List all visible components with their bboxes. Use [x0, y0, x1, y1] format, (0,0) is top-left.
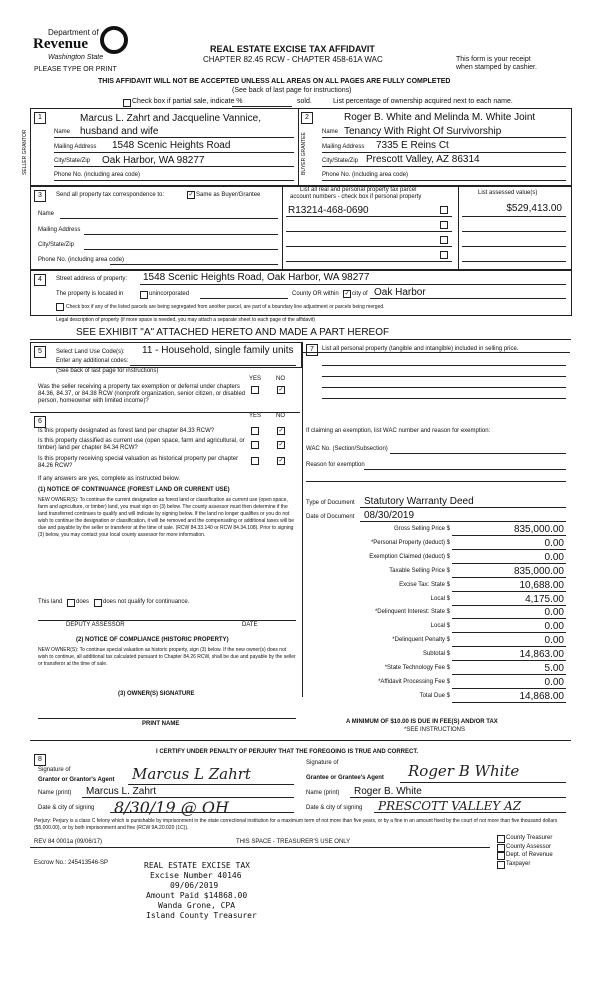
owner-signature-label: (3) OWNER(S) SIGNATURE — [118, 691, 195, 697]
buyer-name-line1[interactable]: Roger B. White and Melinda M. White Joint — [344, 112, 536, 123]
tax-row-label: Local $ — [430, 623, 450, 630]
buyer-city-state-zip[interactable]: Prescott Valley, AZ 86314 — [366, 154, 480, 165]
notice-compliance-body: NEW OWNER(S): To continue special valuation as historic property, sign (3) below. If the new owner(s) does not wish to continue, all additional tax calculated pursuant to Chapter 84.26 RCW, shall be due and payable by the seller or transferor at the time of sale. — [38, 647, 296, 667]
tax-row-value[interactable]: 0.00 — [544, 607, 564, 619]
street-address-label: Street address of property: — [56, 276, 128, 282]
revenue-logo-icon — [100, 26, 128, 54]
tax-row-label: *Affidavit Processing Fee $ — [378, 678, 450, 685]
receipt-note-1: This form is your receipt — [456, 56, 531, 63]
dept-line3: Washington State — [48, 54, 104, 61]
section-3-number: 3 — [34, 190, 46, 202]
sold-label: sold. — [297, 98, 312, 105]
buyer-mailing-label: Mailing Address — [322, 144, 365, 150]
personal-property-checkbox-2[interactable] — [440, 221, 448, 229]
see-back: (See back of last page for instructions) — [232, 87, 352, 94]
tax-row-label: *Personal Property (deduct) $ — [370, 539, 450, 546]
grantor-signature[interactable]: Marcus L Zahrt — [132, 765, 251, 783]
tax-row-value[interactable]: 4,175.00 — [525, 593, 564, 605]
assessed-header: List assessed value(s) — [478, 190, 538, 196]
stamp-line-6: Island County Treasurer — [146, 911, 257, 920]
historic-no-checkbox[interactable]: ✓ — [278, 458, 284, 464]
section-7-number: 7 — [306, 344, 318, 356]
personal-property-checkbox-1[interactable] — [440, 206, 448, 214]
notice-continuance-title: (1) NOTICE OF CONTINUANCE (FOREST LAND OR CURRENT USE) — [38, 487, 230, 493]
stamp-line-4: Amount Paid $14868.00 — [146, 891, 248, 900]
seller-mailing-label: Mailing Address — [54, 144, 97, 150]
copy-label: County Treasurer — [506, 835, 553, 841]
county-within-label: County OR within — [292, 291, 339, 297]
document-type[interactable]: Statutory Warranty Deed — [364, 496, 474, 507]
tax-row-value[interactable]: 0.00 — [544, 537, 564, 549]
minimum-due-note: A MINIMUM OF $10.00 IS DUE IN FEE(S) AND/OR TAX — [346, 719, 498, 725]
receipt-note-2: when stamped by cashier. — [456, 64, 537, 71]
buyer-city-label: City/State/Zip — [322, 158, 359, 164]
corr-mailing-label: Mailing Address — [38, 227, 81, 233]
seller-city-label: City/State/Zip — [54, 158, 91, 164]
assessed-value[interactable]: $529,413.00 — [506, 203, 562, 214]
tax-row-label: Subtotal $ — [422, 651, 450, 658]
grantee-sig-label-1: Signature of — [306, 760, 339, 766]
current-use-question: Is this property classified as current use (open space, farm and agricultural, or timber) land per chapter 84.34 RCW? — [38, 438, 245, 451]
land-use-see-back: (See back of last page for instructions) — [56, 368, 159, 374]
segregated-checkbox[interactable] — [56, 303, 64, 311]
tax-row-label: Local $ — [430, 595, 450, 602]
type-or-print: PLEASE TYPE OR PRINT — [34, 66, 117, 73]
legal-description-label: Legal description of property (if more space is needed, you may attach a separate sheet to each page of the affidavit) — [56, 317, 315, 323]
section-2-number: 2 — [301, 112, 313, 124]
minimum-see-instructions: *SEE INSTRUCTIONS — [404, 727, 466, 733]
grantor-sig-label-1: Signature of — [38, 767, 71, 773]
land-use-code[interactable]: 11 - Household, single family units — [142, 345, 294, 356]
does-not-label: does not qualify for continuance. — [103, 599, 190, 605]
doc-date-label: Date of Document — [306, 514, 355, 520]
additional-codes-label: Enter any additional codes: — [56, 358, 129, 364]
tax-row-label: Excise Tax: State $ — [399, 581, 450, 588]
seller-name-line1[interactable]: Marcus L. Zahrt and Jacqueline Vannice, — [80, 113, 262, 124]
grantee-sig-label-2: Grantee or Grantee's Agent — [306, 775, 384, 781]
same-as-buyer-label: Same as Buyer/Grantee — [196, 192, 261, 198]
section-1-number: 1 — [34, 112, 46, 124]
parcel-header-2: account numbers - check box if personal property — [290, 194, 422, 200]
forest-land-question: Is this property designated as forest land per chapter 84.33 RCW? — [38, 428, 215, 434]
does-not-checkbox[interactable] — [94, 599, 102, 607]
s5-no-header: NO — [276, 376, 285, 382]
section-8-number: 8 — [34, 754, 46, 766]
certify-statement: I CERTIFY UNDER PENALTY OF PERJURY THAT THE FOREGOING IS TRUE AND CORRECT. — [156, 749, 419, 755]
grantor-name-label: Name (print) — [38, 790, 72, 796]
notice-compliance-title: (2) NOTICE OF COMPLIANCE (HISTORIC PROPERTY) — [76, 637, 229, 643]
buyer-name-label: Name — [322, 129, 339, 135]
city-of-label: city of — [352, 291, 368, 297]
grantee-print-name[interactable]: Roger B. White — [354, 786, 422, 797]
grantor-print-name[interactable]: Marcus L. Zahrt — [86, 786, 157, 797]
grantee-date-label: Date & city of signing — [306, 805, 363, 811]
section-6-number: 6 — [34, 416, 46, 428]
seller-city-state-zip[interactable]: Oak Harbor, WA 98277 — [102, 155, 205, 166]
city-of-checkbox[interactable]: ✓ — [344, 291, 350, 297]
land-use-label: Select Land Use Code(s): — [56, 349, 125, 355]
grantor-date-label: Date & city of signing — [38, 805, 95, 811]
does-label: does — [76, 599, 90, 605]
form-revision: REV 84 0001a (09/06/17) — [34, 839, 103, 845]
tax-row-value[interactable]: 10,688.00 — [519, 579, 564, 591]
s6-no-header: NO — [276, 413, 285, 419]
exemption-yes-checkbox[interactable] — [251, 386, 259, 394]
escrow-number: Escrow No.: 245413546-SP — [34, 860, 109, 866]
seller-mailing-address[interactable]: 1548 Scenic Heights Road — [112, 140, 231, 151]
notice-continuance-body: NEW OWNER(S): To continue the current designation as forest land or classification as current use (open space, farm and agriculture, or timber) land, you must sign on (3) below. The county assessor must then determine if the land transferred continues to qualify and will indicate by signing below. If the land no longer qualifies or you do not wish to continue the designation or classification, it will be removed and the compensating or additional taxes will be due and payable by the seller or transferor at the time of sale. (RCW 84.33.140 or RCW 84.34.108). Prior to signing (3) below, you may contact your local county assessor for more information. — [38, 497, 294, 538]
this-land-label: This land — [38, 599, 63, 605]
tax-row-label: *Delinquent Interest: State $ — [374, 609, 450, 616]
seller-name-label: Name — [54, 129, 71, 135]
parcel-number[interactable]: R13214-468-0690 — [288, 205, 369, 216]
stamp-line-5: Wanda Grone, CPA — [158, 901, 236, 910]
wac-number-label: WAC No. (Section/Subsection) — [306, 446, 388, 452]
forest-no-checkbox[interactable]: ✓ — [278, 428, 284, 434]
historic-question: Is this property receiving special valuation as historical property per chapter 84.26 RCW? — [38, 456, 239, 469]
tax-row-label: *Delinquent Penalty $ — [392, 637, 450, 644]
tax-row-label: Total Due $ — [419, 692, 450, 699]
doc-type-label: Type of Document — [306, 500, 355, 506]
list-percentage-note: List percentage of ownership acquired next to each name. — [333, 98, 513, 105]
property-street-address[interactable]: 1548 Scenic Heights Road, Oak Harbor, WA 98277 — [143, 272, 370, 283]
personal-property-checkbox-4[interactable] — [440, 251, 448, 259]
form-chapter: CHAPTER 82.45 RCW - CHAPTER 458-61A WAC — [203, 55, 383, 64]
send-correspondence-label: Send all property tax correspondence to: — [56, 192, 165, 198]
tax-row-value[interactable]: 835,000.00 — [513, 524, 564, 535]
grantee-date-city[interactable]: PRESCOTT VALLEY AZ — [378, 799, 522, 813]
treasurer-use-only: THIS SPACE - TREASURER'S USE ONLY — [236, 839, 351, 845]
parcel-header-1: List all real and personal property tax parcel — [300, 187, 417, 193]
corr-phone-label: Phone No. (including area code) — [38, 257, 125, 263]
grantee-name-label: Name (print) — [306, 790, 340, 796]
located-in-label: The property is located in — [56, 291, 124, 297]
tax-row-value[interactable]: 0.00 — [544, 551, 564, 563]
copy-checkbox[interactable] — [497, 835, 505, 843]
seller-phone-label: Phone No. (including area code) — [54, 172, 141, 178]
tax-row-value[interactable]: 0.00 — [544, 621, 564, 633]
copy-checkbox[interactable] — [497, 852, 505, 860]
deputy-date-label: DATE — [242, 622, 258, 628]
corr-city-label: City/State/Zip — [38, 242, 75, 248]
unincorporated-label: unincorporated — [149, 291, 190, 297]
deputy-assessor-label: DEPUTY ASSESSOR — [66, 622, 125, 628]
tax-row-value[interactable]: 5.00 — [544, 663, 564, 674]
stamp-line-1: REAL ESTATE EXCISE TAX — [144, 861, 250, 870]
s6-yes-header: YES — [249, 413, 262, 419]
tax-row-value[interactable]: 0.00 — [544, 676, 564, 688]
tax-row-label: *State Technology Fee $ — [384, 665, 450, 671]
tax-row-value[interactable]: 835,000.00 — [513, 565, 564, 577]
section-4-number: 4 — [34, 274, 46, 286]
personal-property-label: List all personal property (tangible and intangible) included in selling price. — [322, 346, 519, 352]
exemption-claim-label: If claiming an exemption, list WAC number and reason for exemption: — [306, 428, 491, 434]
copy-label: County Assessor — [506, 843, 552, 850]
forest-yes-checkbox[interactable] — [251, 427, 259, 435]
exemption-no-checkbox[interactable]: ✓ — [278, 387, 284, 393]
stamp-line-2: Excise Number 40146 — [150, 871, 242, 880]
stamp-line-3: 09/06/2019 — [170, 881, 219, 890]
property-city[interactable]: Oak Harbor — [374, 287, 426, 298]
does-checkbox[interactable] — [67, 599, 75, 607]
copy-checkbox[interactable] — [497, 844, 505, 852]
print-name-label: PRINT NAME — [142, 721, 180, 727]
legal-description[interactable]: SEE EXHIBIT "A" ATTACHED HERETO AND MADE A PART HEREOF — [76, 327, 390, 338]
partial-sale-checkbox[interactable] — [123, 99, 131, 107]
copy-checkbox[interactable] — [497, 861, 505, 869]
grantor-date-city[interactable]: 8/30/19 @ OH — [114, 798, 229, 817]
tax-row-label: Gross Selling Price $ — [393, 526, 450, 532]
partial-sale-label: Check box if partial sale, indicate % — [132, 98, 243, 105]
s5-yes-header: YES — [249, 376, 262, 382]
tax-row-label: Taxable Selling Price $ — [389, 567, 450, 574]
dept-line1: Department of — [48, 28, 99, 37]
copy-label: Taxpayer — [506, 860, 531, 867]
segregated-label: Check box if any of the listed parcels are being segregated from another parcel, are part of a boundary line adjustment or parcels being merged. — [66, 304, 385, 310]
document-date[interactable]: 08/30/2019 — [364, 510, 415, 521]
personal-property-checkbox-3[interactable] — [440, 236, 448, 244]
historic-yes-checkbox[interactable] — [251, 457, 259, 465]
same-as-buyer-checkbox[interactable]: ✓ — [188, 192, 194, 198]
exemption-question: Was the seller receiving a property tax exemption or deferral under chapters 84.36, 84.37, or 84.38 RCW (nonprofit organization, senior citizen, or disabled person, homeowner with limited income)? — [38, 384, 246, 404]
tax-row-value[interactable]: 14,863.00 — [519, 649, 564, 661]
buyer-side-label: BUYER GRANTEE — [301, 132, 307, 175]
unincorporated-checkbox[interactable] — [140, 291, 148, 299]
buyer-name-line2[interactable]: Tenancy With Right Of Survivorship — [344, 126, 502, 137]
form-title: REAL ESTATE EXCISE TAX AFFIDAVIT — [210, 44, 375, 54]
current-use-yes-checkbox[interactable] — [251, 441, 259, 449]
tax-row-value[interactable]: 14,868.00 — [519, 690, 564, 702]
tax-row-value[interactable]: 0.00 — [544, 635, 564, 647]
corr-name-label: Name — [38, 211, 55, 217]
buyer-phone-label: Phone No. (including area code) — [322, 172, 409, 178]
seller-side-label: SELLER GRANTOR — [22, 129, 28, 175]
section-5-number: 5 — [34, 346, 46, 358]
perjury-statement: Perjury: Perjury is a class C felony which is punishable by imprisonment in the state correctional institution for a maximum term of not more than five years, or by a fine in an amount fixed by the court of not more than five thousand dollars ($5,000.00), or by both imprisonment and fine (RCW 9A.20.020 (1C)). — [34, 818, 558, 831]
seller-name-line2[interactable]: husband and wife — [80, 126, 159, 137]
grantee-signature[interactable]: Roger B White — [408, 762, 520, 780]
tax-row-label: Exemption Claimed (deduct) $ — [369, 553, 450, 560]
grantor-sig-label-2: Grantor or Grantor's Agent — [38, 777, 115, 783]
current-use-no-checkbox[interactable]: ✓ — [278, 442, 284, 448]
copy-label: Dept. of Revenue — [506, 852, 553, 858]
buyer-mailing-address[interactable]: 7335 E Reins Ct — [376, 140, 449, 151]
exemption-reason-label: Reason for exemption — [306, 462, 365, 468]
dept-logo-text: Revenue — [33, 36, 88, 52]
warning-text: THIS AFFIDAVIT WILL NOT BE ACCEPTED UNLESS ALL AREAS ON ALL PAGES ARE FULLY COMPLETED — [98, 78, 451, 85]
if-yes-note: If any answers are yes, complete as instructed below. — [38, 476, 181, 482]
